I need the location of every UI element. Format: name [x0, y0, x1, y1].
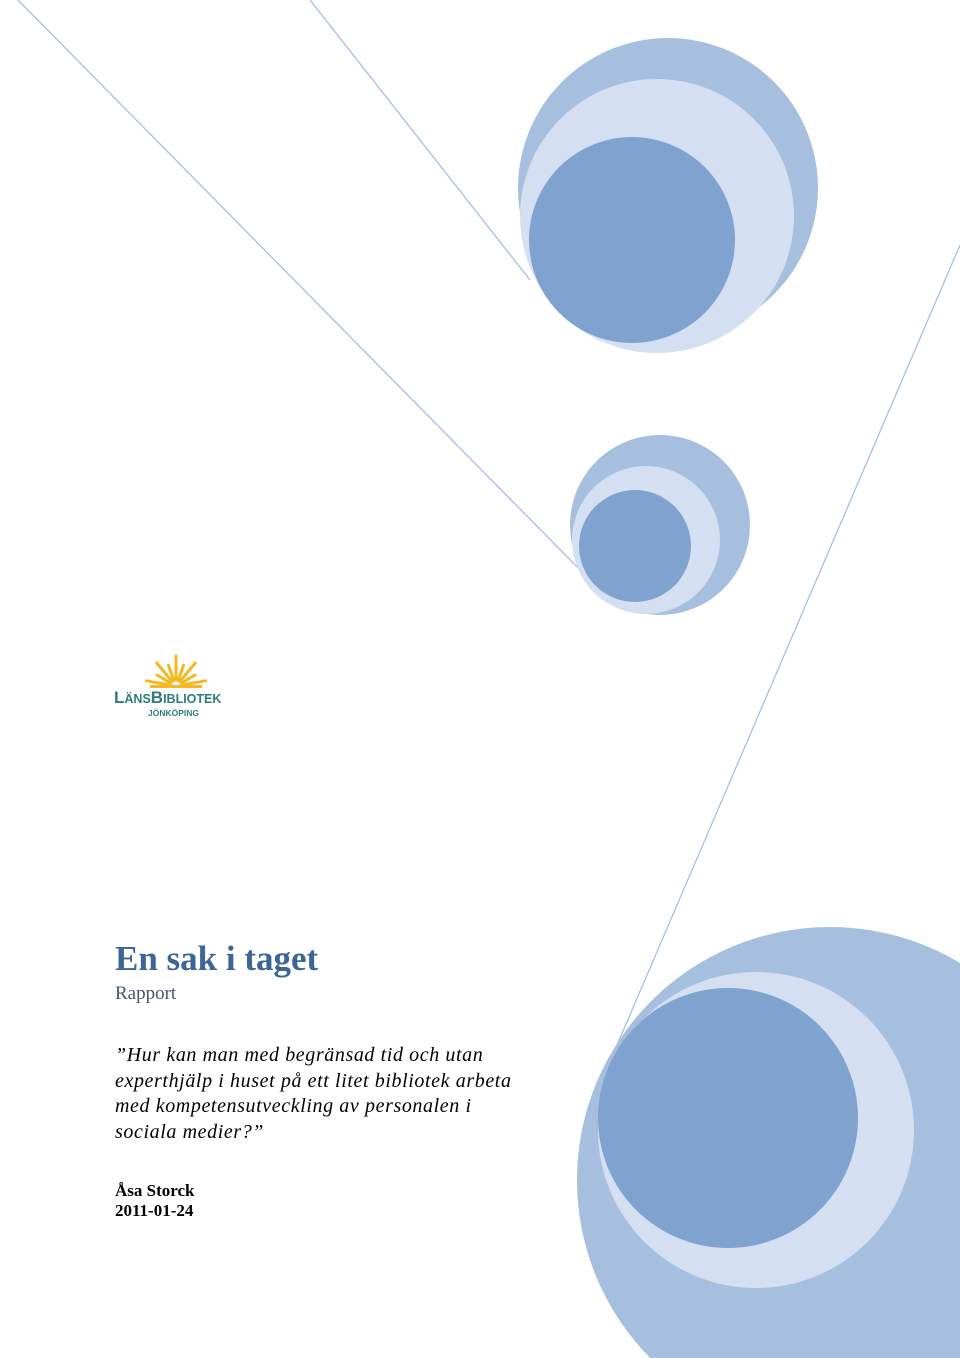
document-title: En sak i taget — [115, 939, 319, 978]
abstract-line: ”Hur kan man med begränsad tid och utan — [115, 1044, 484, 1066]
circle-top-inner — [529, 137, 735, 343]
abstract-line: med kompetensutveckling av personalen i — [115, 1095, 472, 1117]
lansbibliotek-logo-graphic — [112, 646, 240, 722]
sun-icon — [146, 656, 205, 688]
circle-bottom-inner — [598, 988, 858, 1248]
diagonal-lines — [18, 0, 960, 1045]
logo-wordmark — [114, 688, 221, 707]
diagonal-line-outer — [18, 0, 595, 585]
diagonal-line-right — [617, 245, 960, 1045]
circle-middle-inner — [579, 490, 691, 602]
lansbibliotek-logo — [112, 646, 240, 722]
circle-group-top — [518, 38, 818, 353]
document-date: 2011-01-24 — [115, 1201, 194, 1220]
logo-letters-ans: ÄNS — [124, 692, 151, 706]
diagonal-line-inner — [310, 0, 530, 280]
circle-group-bottom — [577, 927, 960, 1358]
document-abstract — [115, 1043, 575, 1145]
logo-letter-b: B — [150, 688, 164, 707]
logo-letter-l: L — [114, 688, 125, 707]
logo-letters-ibliotek: IBLIOTEK — [163, 692, 222, 706]
circle-group-middle — [570, 435, 750, 615]
abstract-line: experthjälp i huset på ett litet bibliotek arbeta — [115, 1069, 512, 1092]
abstract-line: sociala medier?” — [115, 1120, 265, 1143]
logo-city: JÖNKÖPING — [148, 708, 200, 718]
document-author: Åsa Storck — [115, 1181, 195, 1200]
document-subtitle: Rapport — [115, 983, 177, 1004]
